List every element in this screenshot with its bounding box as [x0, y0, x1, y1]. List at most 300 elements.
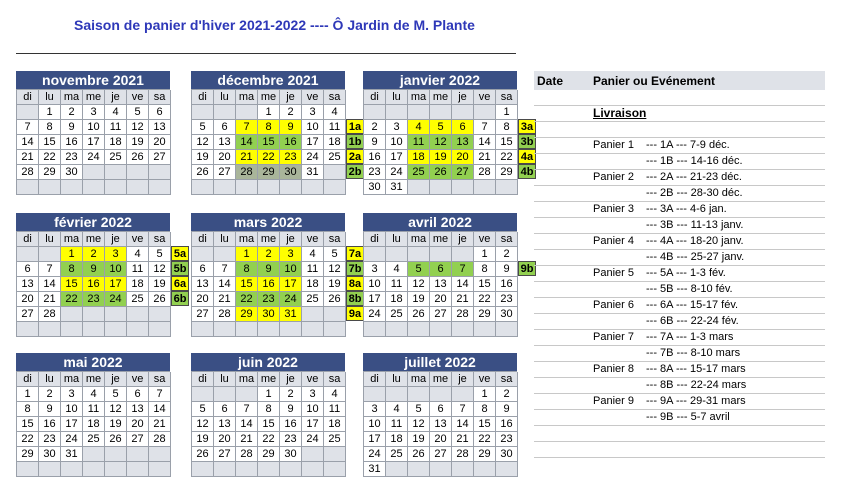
day-cell: 18 [302, 277, 324, 292]
schedule-row [534, 218, 825, 234]
weekday-header: me [258, 372, 280, 387]
empty-day-cell [39, 462, 61, 477]
delivery-tag: 7a [346, 246, 364, 261]
empty-day-cell [474, 322, 496, 337]
weekday-header: sa [496, 90, 518, 105]
day-cell: 27 [127, 432, 149, 447]
empty-day-cell [408, 180, 430, 195]
weekday-header: me [430, 232, 452, 247]
day-cell: 30 [364, 180, 386, 195]
day-cell: 9 [280, 120, 302, 135]
schedule-row [534, 346, 825, 362]
day-cell: 23 [496, 292, 518, 307]
empty-day-cell [324, 307, 346, 322]
day-cell: 14 [452, 417, 474, 432]
day-cell: 7 [214, 262, 236, 277]
day-cell: 16 [496, 277, 518, 292]
day-cell: 27 [149, 150, 171, 165]
weekday-header: di [364, 372, 386, 387]
day-cell: 29 [236, 307, 258, 322]
day-cell: 15 [474, 277, 496, 292]
empty-day-cell [324, 165, 346, 180]
day-cell: 5 [149, 247, 171, 262]
empty-day-cell [61, 307, 83, 322]
day-cell: 29 [474, 447, 496, 462]
weekday-header: lu [39, 232, 61, 247]
empty-day-cell [105, 447, 127, 462]
day-cell: 16 [61, 135, 83, 150]
delivery-date: --- 1A --- 7-9 déc. [646, 139, 730, 151]
weekday-header: me [258, 90, 280, 105]
empty-day-cell [149, 462, 171, 477]
day-cell: 22 [17, 432, 39, 447]
delivery-tag: 6a [171, 276, 189, 291]
schedule-row [534, 90, 825, 106]
empty-day-cell [17, 247, 39, 262]
basket-label: Panier 3 [593, 203, 634, 215]
delivery-date: --- 5B --- 8-10 fév. [646, 283, 733, 295]
day-cell: 4 [386, 402, 408, 417]
day-cell: 17 [105, 277, 127, 292]
month-grid [363, 371, 517, 477]
empty-day-cell [61, 462, 83, 477]
empty-day-cell [192, 387, 214, 402]
weekday-header: di [364, 232, 386, 247]
weekday-header: je [452, 372, 474, 387]
delivery-tag: 8b [346, 291, 364, 306]
empty-day-cell [105, 462, 127, 477]
weekday-header: lu [214, 232, 236, 247]
day-cell: 28 [17, 165, 39, 180]
day-cell: 23 [364, 165, 386, 180]
empty-day-cell [149, 307, 171, 322]
month-calendar [363, 71, 534, 195]
day-cell: 11 [105, 120, 127, 135]
day-cell: 30 [280, 165, 302, 180]
day-cell: 8 [496, 120, 518, 135]
month-grid [363, 89, 517, 195]
delivery-date: --- 5A --- 1-3 fév. [646, 267, 726, 279]
delivery-tag: 9b [518, 261, 536, 276]
empty-day-cell [105, 322, 127, 337]
weekday-header: di [17, 372, 39, 387]
day-cell: 5 [324, 247, 346, 262]
basket-label: Panier 9 [593, 395, 634, 407]
empty-day-cell [17, 322, 39, 337]
empty-day-cell [474, 105, 496, 120]
day-cell: 20 [17, 292, 39, 307]
weekday-header: ma [61, 232, 83, 247]
empty-day-cell [149, 322, 171, 337]
day-cell: 24 [105, 292, 127, 307]
day-cell: 24 [302, 150, 324, 165]
empty-day-cell [302, 462, 324, 477]
day-cell: 13 [192, 277, 214, 292]
day-cell: 21 [474, 150, 496, 165]
day-cell: 8 [258, 120, 280, 135]
delivery-date: --- 8A --- 15-17 mars [646, 363, 746, 375]
day-cell: 3 [280, 247, 302, 262]
empty-day-cell [430, 387, 452, 402]
day-cell: 9 [364, 135, 386, 150]
schedule-header [534, 71, 825, 90]
weekday-header: je [280, 372, 302, 387]
day-cell: 25 [105, 150, 127, 165]
weekday-header: ma [408, 372, 430, 387]
day-cell: 28 [236, 165, 258, 180]
day-cell: 17 [364, 292, 386, 307]
day-cell: 30 [61, 165, 83, 180]
empty-day-cell [149, 180, 171, 195]
empty-day-cell [386, 247, 408, 262]
day-cell: 15 [496, 135, 518, 150]
month-grid [16, 371, 170, 477]
day-cell: 18 [386, 432, 408, 447]
basket-label: Panier 5 [593, 267, 634, 279]
empty-day-cell [214, 247, 236, 262]
delivery-date: --- 4A --- 18-20 janv. [646, 235, 744, 247]
day-cell: 15 [474, 417, 496, 432]
day-cell: 2 [61, 105, 83, 120]
weekday-header: ma [408, 232, 430, 247]
day-cell: 8 [474, 402, 496, 417]
month-grid [16, 89, 170, 195]
livraison-heading: Livraison [593, 106, 647, 120]
empty-day-cell [105, 165, 127, 180]
day-cell: 2 [39, 387, 61, 402]
schedule-row [534, 138, 825, 154]
day-cell: 1 [61, 247, 83, 262]
day-cell: 3 [302, 105, 324, 120]
month-title: décembre 2021 [191, 71, 345, 89]
empty-day-cell [452, 247, 474, 262]
weekday-header: di [192, 372, 214, 387]
day-cell: 27 [192, 307, 214, 322]
month-title: juin 2022 [191, 353, 345, 371]
empty-day-cell [386, 462, 408, 477]
empty-day-cell [452, 180, 474, 195]
day-cell: 7 [149, 387, 171, 402]
empty-day-cell [127, 180, 149, 195]
empty-day-cell [258, 322, 280, 337]
schedule-row [534, 378, 825, 394]
day-cell: 18 [105, 135, 127, 150]
weekday-header: lu [214, 372, 236, 387]
day-cell: 2 [280, 105, 302, 120]
day-cell: 21 [17, 150, 39, 165]
empty-day-cell [280, 180, 302, 195]
day-cell: 26 [105, 432, 127, 447]
day-cell: 3 [364, 402, 386, 417]
delivery-date: --- 2B --- 28-30 déc. [646, 187, 743, 199]
day-cell: 30 [280, 447, 302, 462]
day-cell: 10 [386, 135, 408, 150]
day-cell: 12 [149, 262, 171, 277]
day-cell: 8 [17, 402, 39, 417]
schedule-row [534, 234, 825, 250]
day-cell: 3 [61, 387, 83, 402]
day-cell: 4 [127, 247, 149, 262]
day-cell: 23 [496, 432, 518, 447]
weekday-header: lu [39, 90, 61, 105]
day-cell: 12 [408, 277, 430, 292]
day-cell: 13 [149, 120, 171, 135]
day-cell: 29 [258, 165, 280, 180]
day-cell: 23 [280, 432, 302, 447]
day-cell: 2 [258, 247, 280, 262]
month-grid [363, 231, 517, 337]
day-cell: 19 [192, 150, 214, 165]
day-cell: 28 [39, 307, 61, 322]
weekday-header: je [280, 90, 302, 105]
empty-day-cell [452, 105, 474, 120]
day-cell: 8 [39, 120, 61, 135]
day-cell: 1 [236, 247, 258, 262]
day-cell: 12 [127, 120, 149, 135]
day-cell: 5 [408, 262, 430, 277]
empty-day-cell [214, 180, 236, 195]
day-cell: 4 [324, 387, 346, 402]
day-cell: 4 [83, 387, 105, 402]
day-cell: 17 [61, 417, 83, 432]
day-cell: 6 [17, 262, 39, 277]
day-cell: 21 [236, 432, 258, 447]
empty-day-cell [236, 387, 258, 402]
day-cell: 10 [364, 277, 386, 292]
day-cell: 27 [214, 447, 236, 462]
empty-day-cell [452, 387, 474, 402]
day-cell: 19 [408, 292, 430, 307]
day-cell: 26 [192, 165, 214, 180]
empty-day-cell [105, 307, 127, 322]
schedule-row [534, 442, 825, 458]
day-cell: 13 [430, 277, 452, 292]
day-cell: 13 [127, 402, 149, 417]
day-cell: 30 [39, 447, 61, 462]
schedule-row [534, 154, 825, 170]
day-cell: 3 [83, 105, 105, 120]
day-cell: 20 [149, 135, 171, 150]
schedule-row [534, 266, 825, 282]
month-calendar [363, 353, 517, 477]
day-cell: 29 [258, 447, 280, 462]
day-cell: 31 [386, 180, 408, 195]
empty-day-cell [149, 165, 171, 180]
day-cell: 25 [83, 432, 105, 447]
weekday-header: sa [496, 372, 518, 387]
day-cell: 20 [214, 432, 236, 447]
day-cell: 18 [83, 417, 105, 432]
empty-day-cell [105, 180, 127, 195]
page-title: Saison de panier d'hiver 2021-2022 ---- Ô Jardin de M. Plante [74, 17, 475, 33]
day-cell: 26 [430, 165, 452, 180]
day-cell: 5 [192, 120, 214, 135]
empty-day-cell [149, 447, 171, 462]
delivery-date: --- 7B --- 8-10 mars [646, 347, 741, 359]
day-cell: 16 [496, 417, 518, 432]
empty-day-cell [236, 322, 258, 337]
month-grid [191, 89, 345, 195]
delivery-tag: 1b [346, 134, 364, 149]
day-cell: 21 [39, 292, 61, 307]
day-cell: 14 [452, 277, 474, 292]
day-cell: 16 [258, 277, 280, 292]
day-cell: 25 [408, 165, 430, 180]
schedule-row [534, 250, 825, 266]
empty-day-cell [127, 462, 149, 477]
day-cell: 4 [302, 247, 324, 262]
day-cell: 15 [39, 135, 61, 150]
weekday-header: lu [39, 372, 61, 387]
empty-day-cell [408, 105, 430, 120]
day-cell: 25 [386, 307, 408, 322]
day-cell: 10 [302, 120, 324, 135]
day-cell: 1 [474, 387, 496, 402]
empty-day-cell [127, 165, 149, 180]
day-cell: 25 [302, 292, 324, 307]
day-cell: 4 [105, 105, 127, 120]
day-cell: 6 [452, 120, 474, 135]
day-cell: 11 [302, 262, 324, 277]
empty-day-cell [236, 180, 258, 195]
month-title: février 2022 [16, 213, 170, 231]
day-cell: 5 [430, 120, 452, 135]
day-cell: 9 [496, 402, 518, 417]
day-cell: 18 [324, 135, 346, 150]
day-cell: 18 [127, 277, 149, 292]
day-cell: 13 [214, 417, 236, 432]
day-cell: 11 [127, 262, 149, 277]
empty-day-cell [192, 462, 214, 477]
day-cell: 7 [452, 402, 474, 417]
day-cell: 30 [258, 307, 280, 322]
empty-day-cell [83, 180, 105, 195]
day-cell: 17 [386, 150, 408, 165]
weekday-header: sa [149, 372, 171, 387]
schedule-row [534, 298, 825, 314]
weekday-header: me [430, 372, 452, 387]
empty-day-cell [408, 387, 430, 402]
day-cell: 30 [496, 307, 518, 322]
empty-day-cell [408, 247, 430, 262]
month-grid [191, 371, 345, 477]
delivery-tag: 6b [171, 291, 189, 306]
weekday-header: di [364, 90, 386, 105]
empty-day-cell [386, 387, 408, 402]
schedule-row [534, 362, 825, 378]
weekday-header: lu [386, 90, 408, 105]
day-cell: 19 [127, 135, 149, 150]
weekday-header: sa [324, 232, 346, 247]
day-cell: 29 [474, 307, 496, 322]
delivery-tag: 4b [518, 164, 536, 179]
empty-day-cell [364, 387, 386, 402]
delivery-date: --- 2A --- 21-23 déc. [646, 171, 742, 183]
basket-label: Panier 4 [593, 235, 634, 247]
weekday-header: sa [149, 90, 171, 105]
day-cell: 6 [127, 387, 149, 402]
day-cell: 1 [474, 247, 496, 262]
empty-day-cell [61, 322, 83, 337]
day-cell: 6 [214, 120, 236, 135]
month-title: janvier 2022 [363, 71, 517, 89]
month-title: mai 2022 [16, 353, 170, 371]
day-cell: 16 [280, 417, 302, 432]
day-cell: 20 [127, 417, 149, 432]
day-cell: 11 [83, 402, 105, 417]
day-cell: 24 [386, 165, 408, 180]
empty-day-cell [236, 105, 258, 120]
day-cell: 10 [364, 417, 386, 432]
day-cell: 29 [17, 447, 39, 462]
empty-day-cell [430, 322, 452, 337]
weekday-header: je [105, 372, 127, 387]
empty-day-cell [430, 247, 452, 262]
schedule-list [534, 90, 825, 458]
event-column-header: Panier ou Evénement [593, 74, 716, 88]
day-cell: 15 [236, 277, 258, 292]
weekday-header: lu [386, 232, 408, 247]
day-cell: 23 [83, 292, 105, 307]
day-cell: 3 [386, 120, 408, 135]
empty-day-cell [127, 307, 149, 322]
empty-day-cell [214, 322, 236, 337]
month-grid [191, 231, 345, 337]
day-cell: 9 [83, 262, 105, 277]
day-cell: 28 [452, 307, 474, 322]
day-cell: 31 [302, 165, 324, 180]
day-cell: 17 [302, 417, 324, 432]
day-cell: 4 [324, 105, 346, 120]
empty-day-cell [324, 447, 346, 462]
month-calendar [363, 213, 534, 337]
weekday-header: ve [302, 232, 324, 247]
day-cell: 11 [324, 120, 346, 135]
day-cell: 13 [214, 135, 236, 150]
weekday-header: me [258, 232, 280, 247]
day-cell: 14 [474, 135, 496, 150]
delivery-date: --- 9A --- 29-31 mars [646, 395, 746, 407]
month-calendar [16, 353, 170, 477]
day-cell: 15 [61, 277, 83, 292]
day-cell: 15 [17, 417, 39, 432]
day-cell: 27 [214, 165, 236, 180]
day-cell: 12 [192, 417, 214, 432]
day-cell: 2 [496, 247, 518, 262]
schedule-row [534, 282, 825, 298]
schedule-row [534, 426, 825, 442]
weekday-header: ve [474, 232, 496, 247]
day-cell: 26 [324, 292, 346, 307]
delivery-date: --- 4B --- 25-27 janv. [646, 251, 745, 263]
empty-day-cell [364, 247, 386, 262]
day-cell: 29 [39, 165, 61, 180]
day-cell: 12 [408, 417, 430, 432]
day-cell: 26 [192, 447, 214, 462]
weekday-header: ve [127, 90, 149, 105]
month-title: juillet 2022 [363, 353, 517, 371]
day-cell: 8 [236, 262, 258, 277]
schedule-row [534, 314, 825, 330]
day-cell: 20 [192, 292, 214, 307]
delivery-date: --- 8B --- 22-24 mars [646, 379, 747, 391]
weekday-header: je [105, 232, 127, 247]
schedule-row [534, 394, 825, 410]
empty-day-cell [127, 447, 149, 462]
empty-day-cell [192, 322, 214, 337]
day-cell: 15 [258, 417, 280, 432]
delivery-date: --- 9B --- 5-7 avril [646, 411, 730, 423]
